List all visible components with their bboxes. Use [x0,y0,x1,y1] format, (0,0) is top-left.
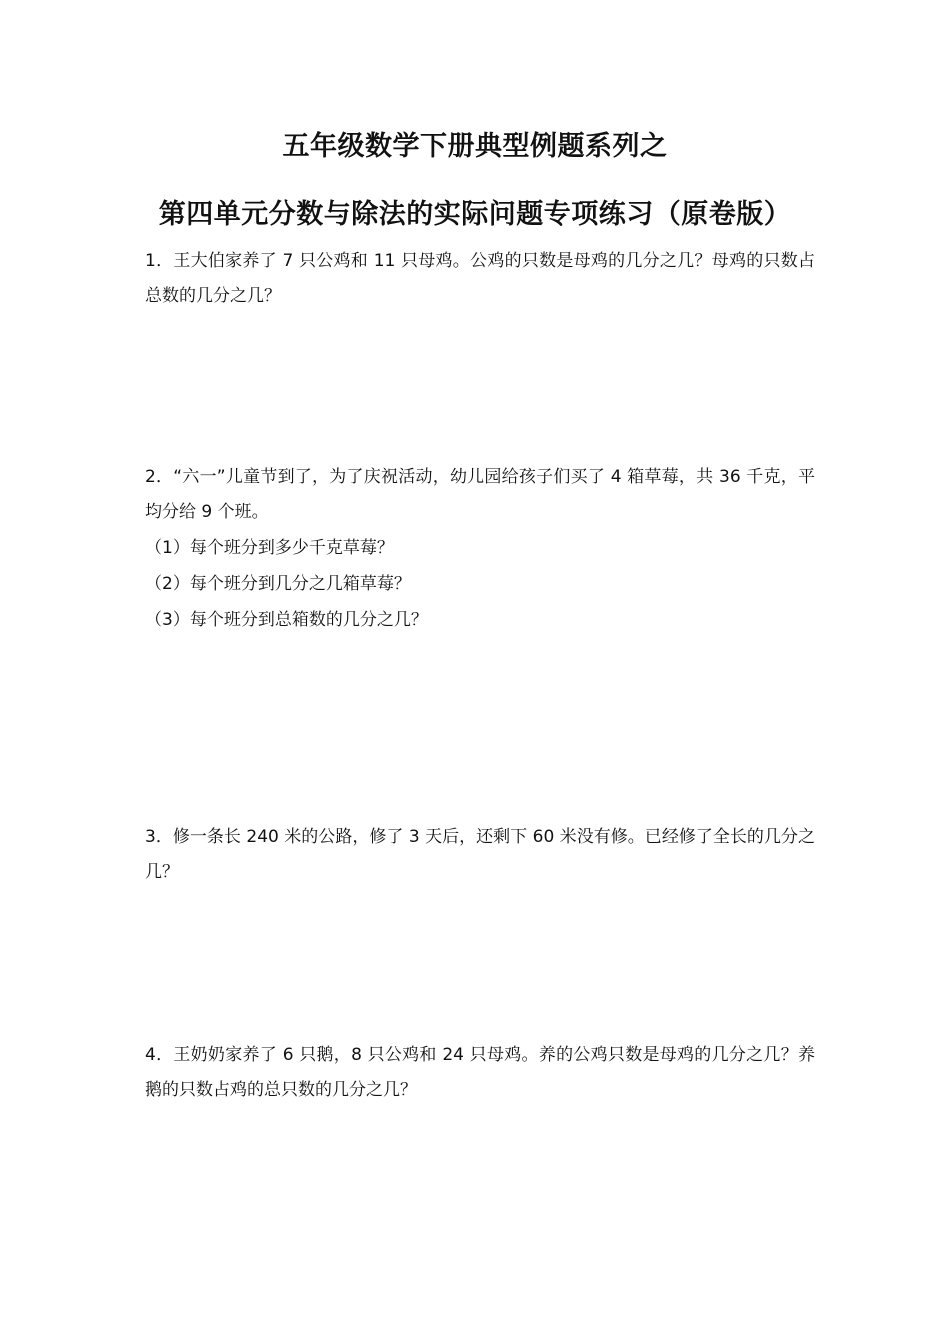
question-2-text: 2．“六一”儿童节到了，为了庆祝活动，幼儿园给孩子们买了 4 箱草莓，共 36 千克，平均分给 9 个班。 [145,467,815,522]
question-3-text: 3．修一条长 240 米的公路，修了 3 天后，还剩下 60 米没有修。已经修了全长的几分之几？ [145,827,815,882]
question-2-sub-item-3: （3）每个班分到总箱数的几分之几？ [145,610,428,630]
question-2 [145,460,815,638]
document-title-line-2: 第四单元分数与除法的实际问题专项练习（原卷版） [158,199,792,230]
document-title-line-1: 五年级数学下册典型例题系列之 [282,131,668,162]
question-1-text: 1．王大伯家养了 7 只公鸡和 11 只母鸡。公鸡的只数是母鸡的几分之几？母鸡的只数占总数的几分之几？ [145,251,815,306]
question-2-sub-list [145,530,815,638]
question-3 [145,820,815,890]
question-4 [145,1038,815,1108]
question-2-sub-item-2: （2）每个班分到几分之几箱草莓？ [145,574,411,594]
question-4-text: 4．王奶奶家养了 6 只鹅，8 只公鸡和 24 只母鸡。养的公鸡只数是母鸡的几分之几？养鹅的只数占鸡的总只数的几分之几？ [145,1045,815,1100]
question-1 [145,244,815,314]
question-2-sub-item-1: （1）每个班分到多少千克草莓？ [145,538,394,558]
